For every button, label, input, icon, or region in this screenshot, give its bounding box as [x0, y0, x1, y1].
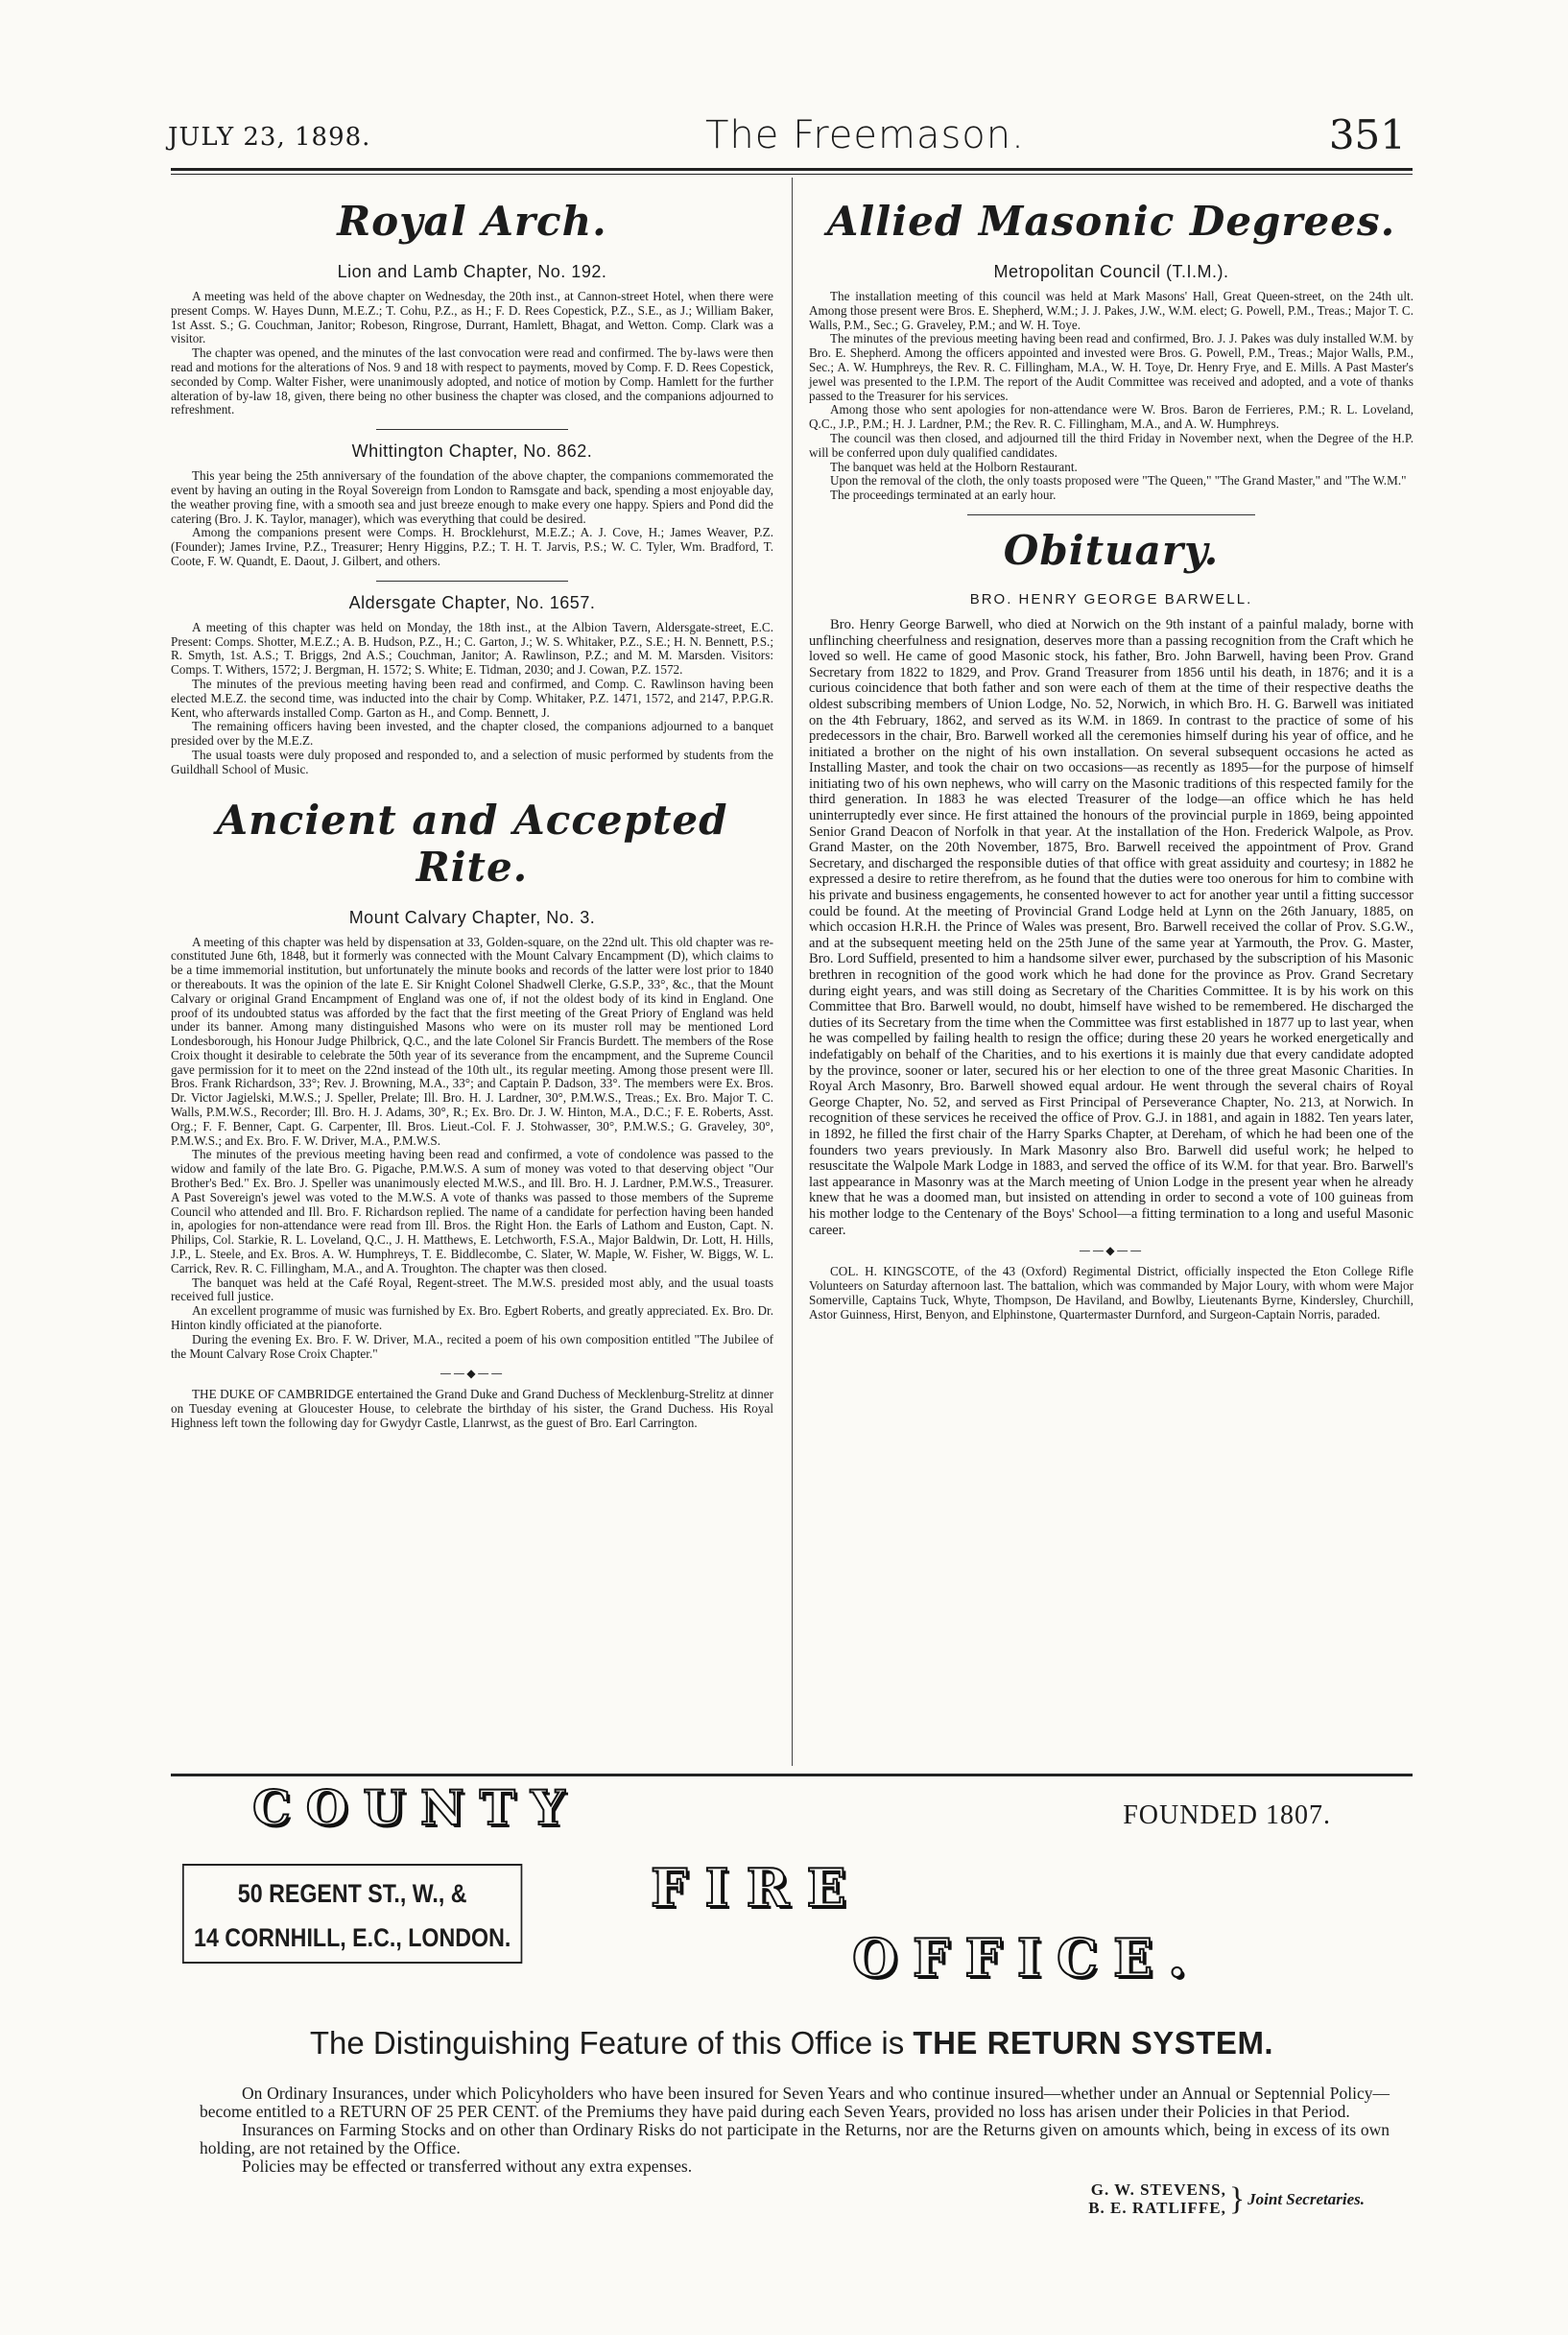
advert-paragraph: On Ordinary Insurances, under which Policyholders who have been insured for Seven Years and who continue insured—whether under an Annual or Septennial Policy—become entitled to a RETURN OF 25 PER CENT. of the Premiums they have paid during each Seven Years, provided no loss has arisen under their Policies in that Period. [200, 2084, 1390, 2121]
article-paragraph: This year being the 25th anniversary of the foundation of the above chapter, the companions commemorated the event by having an outing in the Royal Sovereign from London to Ramsgate and back, spending a most enjoyable day, the weather proving fine, with a smooth sea and just breeze enough to make every one happy. Spiers and Pond did the catering (Bro. J. K. Taylor, manager), which was everything that could be desired. [171, 468, 773, 526]
article-separator [967, 514, 1255, 515]
advert-signature [1088, 2180, 1365, 2217]
news-paragraph: COL. H. KINGSCOTE, of the 43 (Oxford) Regimental District, officially inspected the Eton College Rifle Volunteers on Saturday afternoon last. The battalion, which was commanded by Major Loury, with whom were Major Somerville, Captains Tuck, Whyte, Thompson, De Haviland, and Bowlby, Lieutenants Byrne, Kindersley, Churchill, Astor Guinness, Hirst, Benyon, and Elphinstone, Quartermaster Durnford, and Surgeon-Captain Norris, paraded. [809, 1264, 1414, 1322]
page-header [168, 106, 1415, 159]
article-separator [376, 429, 568, 430]
article-paragraph: The banquet was held at the Café Royal, Regent-street. The M.W.S. presided most ably, and the usual toasts received full justice. [171, 1275, 773, 1304]
article-paragraph: The minutes of the previous meeting having been read and confirmed, and Comp. C. Rawlinson having been elected M.E.Z. the second time, was inducted into the chair by Comp. Whitaker, P.Z. 1471, 1572, and 2147, P.P.G.R. Kent, who afterwards installed Comp. Garton as H., and Comp. Bennett, J. [171, 676, 773, 720]
advert-founded: FOUNDED 1807. [1123, 1800, 1331, 1830]
article-paragraph: Upon the removal of the cloth, the only toasts proposed were "The Queen," "The Grand Master," and "The W.M." [830, 473, 1407, 488]
article-paragraph: The proceedings terminated at an early hour. [830, 488, 1057, 503]
advert-body [200, 2085, 1390, 2176]
tagline-text: The Distinguishing Feature of this Office is [309, 2025, 905, 2061]
obituary-name: BRO. HENRY GEORGE BARWELL. [969, 590, 1253, 608]
article-paragraph: Among the companions present were Comps. H. Brocklehurst, M.E.Z.; A. J. Cove, H.; James Weaver, P.Z. (Founder); James Irvine, P.Z., Treasurer; Henry Higgins, P.Z.; T. H. T. Jarvis, P.S.; W. C. Tyler, Wm. Bradford, T. Coote, F. W. Quandt, E. Daout, J. Gilbert, and others. [171, 525, 773, 568]
advert-fire: FIRE [651, 1857, 864, 1918]
obituary-paragraph: Bro. Henry George Barwell, who died at Norwich on the 9th instant of a painful malady, borne with unflinching cheerfulness and resignation, deserves more than a passing recognition from the Craft which he loved so well. He came of good Masonic stock, his father, Bro. John Barwell, having been Prov. Grand Secretary from 1822 to 1829, and Prov. Grand Treasurer from 1856 until his death, in 1876; and it is a curious coincidence that both father and son were each of them at the time of their respective deaths the oldest subscribing members of Union Lodge, No. 52, Norwich, in which Bro. H. G. Barwell was initiated on the 4th February, 1862, and served as its W.M. in 1869. In contrast to the practice of some of his predecessors in the chair, Bro. Barwell worked all the ceremonies himself during his year of office, and he initiated a brother on the night of his own installation. On several subsequent occasions he acted as Installing Master, and took the chair on two occasions—as recently as 1895—for the purpose of himself initiating two of his own nephews, who will carry on the Masonic traditions of this respected family for the third generation. In 1883 he was elected Treasurer of the lodge—an office which he has held uninterruptedly ever since. He first attained the honours of the provincial purple in 1869, being appointed Senior Grand Deacon of Norfolk in that year. At the installation of the Hon. Frederick Walpole, as Prov. Grand Master, on the 20th November, 1875, Bro. Barwell received the appointment of Prov. Grand Secretary, and discharged the responsible duties of that office with great assiduity and courtesy; in 1882 he expressed a desire to retire therefrom, as he found that the duties were too onerous for him to combine with his private and business engagements, he consented however to act for another year until a fitting successor could be found. At the meeting of Provincial Grand Lodge held at Lynn on the 26th January, 1885, on which occasion H.R.H. the Prince of Wales was present, Bro. Barwell received the collar of Prov. S.G.W., and at the subsequent meeting held on the 25th June of the same year at Yarmouth, the Prov. G. Master, Bro. Lord Suffield, presented to him a handsome silver ewer, purchased by the subscription of his Masonic brethren in recognition of the good work which he had done for the province as Prov. Grand Secretary during eight years, and was still doing as Secretary of the Charities Committee. It is by his work on this Committee that Bro. Barwell would, no doubt, himself have wished to be remembered. He discharged the duties of its Secretary from the time when the Committee was first established in 1877 up to last year, when he was compelled by failing health to resign the office; during these 20 years he worked energetically and indefatigably on behalf of the Charities, and to his exertions it is mainly due that every candidate adopted by the province, sooner or later, secured his or her election to one of the three great Masonic Charities. In Royal Arch Masonry, Bro. Barwell showed equal ardour. He went through the several chairs of Royal George Chapter, No. 52, and served as First Principal of Perseverance Chapter, No. 213, at Norwich. In recognition of these services he received the office of Prov. G.J. in 1881, and again in 1882. Ten years later, in 1892, he filled the first chair of the Harry Sparks Chapter, at Dereham, of which he had been one of the founders two years previously. In Mark Masonry also Bro. Barwell did useful work; he helped to resuscitate the Walpole Mark Lodge in 1883, and served the office of its W.M. for that year. Bro. Barwell's last appearance in Masonry was at the March meeting of Union Lodge in the present year when he already knew that he was a doomed man, but insisted on attending in order to second a vote of 100 guineas from his mother lodge to the Centenary of the Boys' School—a fitting termination to a long and useful Masonic career. [809, 616, 1414, 1238]
article-paragraph: The chapter was opened, and the minutes of the last convocation were read and confirmed. The by-laws were then read and motions for the alterations of Nos. 9 and 18 with respect to payments, moved by Comp. F. D. Rees Copestick, seconded by Comp. Walter Fisher, were unanimously adopted, and notice of motion by Comp. Hamlett for the further alteration of by-law 18, given, there being no other business the chapter was closed, and the companions adjourned to refreshment. [171, 345, 773, 417]
article-title: Aldersgate Chapter, No. 1657. [348, 592, 596, 612]
header-rule [171, 168, 1413, 171]
advert-paragraph: Insurances on Farming Stocks and on other than Ordinary Risks do not participate in the Returns, nor are the Returns given on amounts which, being in excess of its own holding, are not retained by the Office. [200, 2120, 1390, 2157]
advert-tagline [171, 2025, 1413, 2061]
address-line: 50 REGENT ST., W., & [237, 1879, 467, 1908]
article-title: Lion and Lamb Chapter, No. 192. [337, 262, 607, 281]
advert-address-box [182, 1864, 522, 1964]
article-paragraph: During the evening Ex. Bro. F. W. Driver, M.A., recited a poem of his own composition entitled "The Jubilee of the Mount Calvary Rose Croix Chapter." [171, 1331, 773, 1361]
tagline-emphasis: THE RETURN SYSTEM. [913, 2025, 1274, 2061]
article-paragraph: A meeting of this chapter was held on Monday, the 18th inst., at the Albion Tavern, Aldersgate-street, E.C. Present: Comps. Shotter, M.E.Z.; A. B. Hudson, P.Z., H.; C. Garton, J.; W. S. Whitaker, P.Z., S.E.; H. N. Bennett, P.S.; R. Smyth, 1st. A.S.; T. Briggs, 2nd A.S.; Couchman, Janitor; A. Rawlinson, P.Z.; and M. M. Marsden. Visitors: Comps. T. Withers, 1572; J. Bergman, H. 1572; S. White; E. Tidman, 2030; and J. Cowan, P.Z. 1572. [171, 619, 773, 678]
signatory-name: B. E. RATLIFFE, [1088, 2199, 1226, 2217]
article-title: Mount Calvary Chapter, No. 3. [348, 907, 596, 927]
section-heading-ancient-rite: Ancient and Accepted Rite. [216, 796, 728, 891]
page-number: 351 [1328, 111, 1406, 158]
news-paragraph: THE DUKE OF CAMBRIDGE entertained the Grand Duke and Grand Duchess of Mecklenburg-Strelitz at dinner on Tuesday evening at Gloucester House, to celebrate the birthday of his sister, the Grand Duchess. His Royal Highness left town the following day for Gwydyr Castle, Llanrwst, as the guest of Bro. Earl Carrington. [171, 1387, 773, 1431]
issue-date: JULY 23, 1898. [168, 123, 371, 152]
article-paragraph: An excellent programme of music was furnished by Ex. Bro. Egbert Roberts, and greatly appreciated. Ex. Bro. Dr. Hinton kindly officiated at the pianoforte. [171, 1303, 773, 1333]
article-paragraph: A meeting of this chapter was held by dispensation at 33, Golden-square, on the 22nd ult. This old chapter was re-constituted June 6th, 1848, but it formerly was connected with the Mount Calvary Encampment (D), which claims to be a time immemorial institution, but unfortunately the minute books and records of the latter were lost prior to 1840 or thereabouts. It was the opinion of the late E. Sir Knight Colonel Shadwell Clerke, G.S.P., 33°, &c., that the Mount Calvary or original Grand Encampment of England was one of, if not the oldest body of its kind in England. One proof of its undoubted status was afforded by the fact that the first meeting of the Great Priory of England was held under its banner. Among many distinguished Masons who were on its muster roll may be mentioned Lord Londesborough, his Honour Judge Philbrick, Q.C., and the late Colonel Sir Francis Burdett. The members of the Rose Croix thought it desirable to celebrate the 50th year of its severance from the encampment, and the Supreme Council gave permission for it to meet on the 22nd instead of the 10th ult., its regular meeting. Among those present were Ill. Bros. Frank Richardson, 33°; Rev. J. Browning, M.A., 33°; and Captain P. Dadson, 33°. The members were Ex. Bros. Dr. Victor Jagielski, M.W.S.; J. Speller, Prelate; Ill. Bro. H. J. Lardner, 30°, P.M.W.S., Treas.; Ex. Bro. Major T. C. Walls, P.M.W.S., Recorder; Ill. Bro. H. J. Adams, 30°, R.; Ex. Bro. Dr. J. W. Hinton, M.A., D.C.; F. E. Roberts, Asst. Org.; F. F. Benner, Capt. G. Carpenter, Ill. Bros. Lieut.-Col. F. J. Stohwasser, 30°, P.M.W.S.; G. Graveley, 30°, P.M.W.S.; and Ex. Bro. F. W. Driver, M.A., P.M.W.S. [171, 934, 773, 1148]
signatory-name: G. W. STEVENS, [1090, 2180, 1226, 2199]
section-heading-allied: Allied Masonic Degrees. [826, 198, 1396, 245]
section-heading-obituary: Obituary. [1003, 526, 1220, 574]
article-paragraph: The usual toasts were duly proposed and responded to, and a selection of music performed by students from the Guildhall School of Music. [171, 747, 773, 776]
header-rule-thin [171, 174, 1413, 175]
article-paragraph: The installation meeting of this council was held at Mark Masons' Hall, Great Queen-street, on the 24th ult. Among those present were Bros. E. Shepherd, W.M.; J. J. Pakes, J.W., W.M. elect; G. Powell, P.M., Treas.; Major T. C. Walls, P.M., Sec.; G. Graveley, P.M.; and W. H. Toye. [809, 289, 1414, 332]
signatory-names [1088, 2180, 1226, 2217]
article-title: Whittington Chapter, No. 862. [351, 441, 593, 462]
ornament-divider: ——◆—— [1079, 1244, 1144, 1258]
article-title: Metropolitan Council (T.I.M.). [993, 262, 1229, 281]
column-divider [792, 178, 793, 1766]
advert-office: OFFICE. [852, 1927, 1201, 1989]
article-paragraph: The remaining officers having been invested, and the chapter closed, the companions adjourned to a banquet presided over by the M.E.Z. [171, 719, 773, 749]
article-separator [376, 581, 568, 582]
section-heading-royal-arch: Royal Arch. [337, 198, 607, 245]
article-paragraph: A meeting was held of the above chapter on Wednesday, the 20th inst., at Cannon-street Hotel, when there were present Comps. W. Hayes Dunn, M.E.Z.; T. Cohu, P.Z., as H.; F. D. Rees Copestick, P.Z., S.E., as J.; William Baker, 1st Asst. S.; G. Couchman, Janitor; Robeson, Ringrose, Durrant, Hamlett, Bhagat, and Wetton. Comp. Clark was a visitor. [171, 289, 773, 346]
advert-county: COUNTY [252, 1779, 581, 1836]
ornament-divider: ——◆—— [440, 1367, 505, 1381]
article-paragraph: The minutes of the previous meeting having been read and confirmed, Bro. J. J. Pakes was duly installed W.M. by Bro. E. Shepherd. Among the officers appointed and invested were Bros. G. Powell, P.M., Treas.; Major Walls, P.M., Sec.; A. W. Humphreys, the Rev. R. C. Fillingham, M.A., W. H. Toye, Dr. Henry Frye, and E. Mills. A Past Master's jewel was presented to the I.P.M. The report of the Audit Committee was received and adopted, and a vote of thanks passed to the Treasurer for his services. [809, 331, 1414, 403]
article-paragraph: The council was then closed, and adjourned till the third Friday in November next, when the Degree of the H.P. will be conferred upon duly qualified candidates. [809, 430, 1414, 460]
article-paragraph: The minutes of the previous meeting having been read and confirmed, a vote of condolence was passed to the widow and family of the late Bro. G. Pigache, P.M.W.S. A sum of money was voted to that deserving object "Our Brother's Bed." Ex. Bro. J. Speller was unanimously elected M.W.S., and Ill. Bro. H. J. Lardner, P.M.W.S., Treasurer. A Past Sovereign's jewel was voted to the M.W.S. A vote of thanks was passed to those members of the Supreme Council who attended and Ill. Bro. F. Richardson replied. The name of a candidate for perfection having been handed in, apologies for non-attendance were read from Ill. Bros. the Right Hon. the Earls of Lathom and Euston, Capt. N. Philips, Col. Starkie, R. L. Loveland, Q.C., J. H. Matthews, E. Letchworth, F.S.A., Major Baldwin, Dr. Lott, H. Hills, J.P., L. Steele, and Ex. Bros. A. W. Humphreys, T. E. Biddlecombe, C. Slater, W. Maple, W. Fisher, W. Biggs, W. L. Carrick, Rev. R. C. Fillingham, M.A., and A. Troughton. The chapter was then closed. [171, 1147, 773, 1275]
advert-paragraph: Policies may be effected or transferred without any extra expenses. [242, 2156, 693, 2176]
right-column [809, 190, 1414, 1322]
advert-rule [171, 1774, 1413, 1776]
left-column [171, 190, 773, 1431]
publication-title: The Freemason. [705, 113, 1025, 157]
signatory-role: Joint Secretaries. [1247, 2189, 1365, 2208]
brace-glyph: } [1228, 2180, 1246, 2217]
article-paragraph: Among those who sent apologies for non-attendance were W. Bros. Baron de Ferrieres, P.M.; R. L. Loveland, Q.C., J.P., P.M.; H. J. Lardner, P.M.; the Rev. R. C. Fillingham, M.A., and A. W. Humphreys. [809, 402, 1414, 432]
article-paragraph: The banquet was held at the Holborn Restaurant. [830, 459, 1078, 474]
address-line: 14 CORNHILL, E.C., LONDON. [194, 1923, 511, 1952]
county-fire-office-advert [171, 1779, 1413, 2236]
